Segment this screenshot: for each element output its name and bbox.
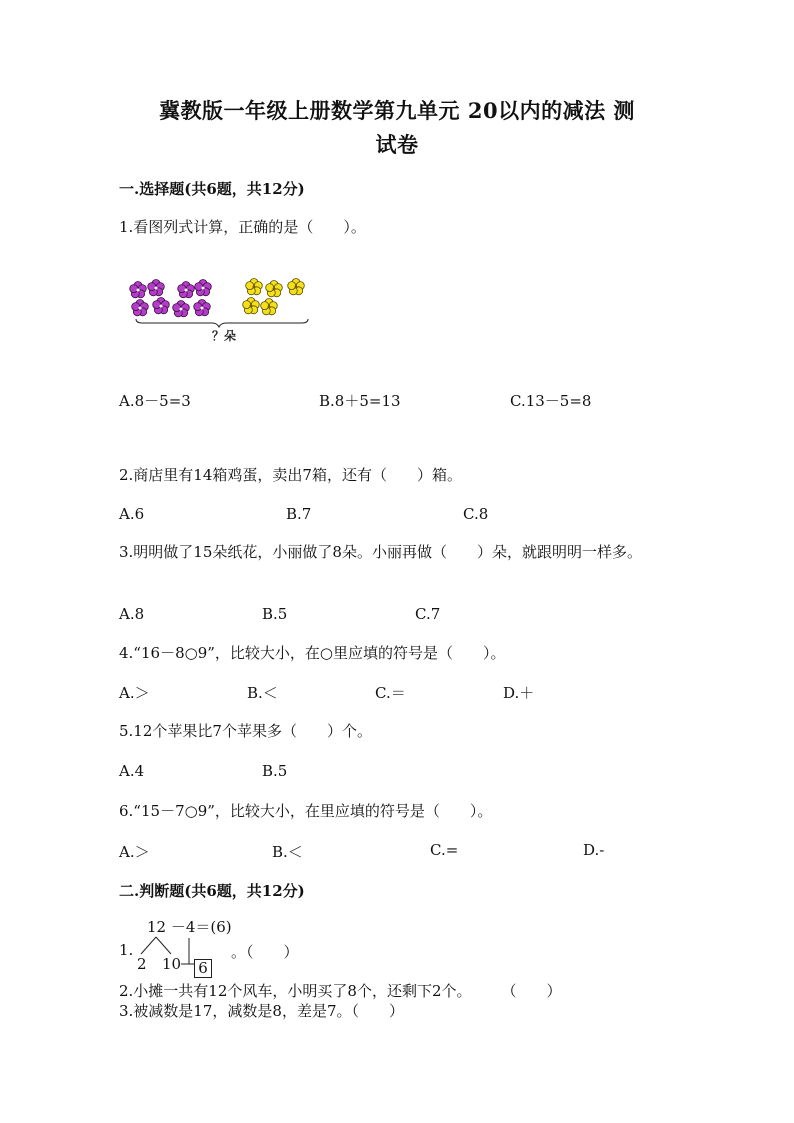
q1-option-b[interactable]: B.8＋5=13	[319, 392, 401, 410]
question-1: 1.看图列式计算，正确的是（ ）。	[119, 218, 366, 236]
judge-1-bracket: 。（ ）	[231, 943, 299, 961]
section-judge-heading: 二.判断题(共6题，共12分)	[119, 882, 305, 900]
q6-option-a[interactable]: A.＞	[119, 843, 150, 861]
page-title	[100, 94, 694, 162]
q4-option-d[interactable]: D.＋	[503, 684, 535, 702]
diagram-split-mid: 10	[162, 955, 182, 973]
q3-option-a[interactable]: A.8	[119, 605, 145, 623]
q2-option-a[interactable]: A.6	[119, 505, 145, 523]
q4-option-a[interactable]: A.＞	[119, 684, 150, 702]
question-5: 5.12个苹果比7个苹果多（ ）个。	[119, 722, 372, 740]
question-4: 4.“16－8○9”，比较大小，在○里应填的符号是（ ）。	[119, 644, 506, 662]
q6-option-b[interactable]: B.＜	[272, 843, 303, 861]
q5-option-a[interactable]: A.4	[119, 762, 145, 780]
title-line-1: 冀教版一年级上册数学第九单元 20以内的减法 测	[159, 98, 635, 123]
flowers-figure	[126, 272, 316, 344]
q5-option-b[interactable]: B.5	[262, 762, 288, 780]
flower-count-label: ？朵	[211, 329, 237, 343]
q3-option-c[interactable]: C.7	[415, 605, 441, 623]
diagram-split-left: 2	[137, 955, 147, 973]
question-6: 6.“15－7○9”，比较大小，在里应填的符号是（ ）。	[119, 802, 493, 820]
q6-option-d[interactable]: D.-	[583, 841, 605, 859]
diagram-equation: 12 －4＝(6)	[147, 918, 232, 936]
judge-1-diagram	[119, 916, 329, 980]
diagram-lines	[119, 916, 239, 980]
purple-flowers	[130, 280, 212, 317]
q3-option-b[interactable]: B.5	[262, 605, 288, 623]
q6-option-c[interactable]: C.=	[430, 841, 459, 859]
question-3: 3.明明做了15朵纸花，小丽做了8朵。小丽再做（ ）朵，就跟明明一样多。	[119, 543, 642, 561]
q1-option-c[interactable]: C.13－5=8	[510, 392, 592, 410]
judge-2: 2.小摊一共有12个风车，小明买了8个，还剩下2个。 （ ）	[119, 982, 562, 1000]
section-choice-heading: 一.选择题(共6题，共12分)	[119, 180, 305, 198]
diagram-answer-box: 6	[194, 959, 212, 978]
q2-option-b[interactable]: B.7	[286, 505, 312, 523]
question-2: 2.商店里有14箱鸡蛋，卖出7箱，还有（ ）箱。	[119, 466, 462, 484]
yellow-flowers	[243, 279, 305, 315]
q1-option-a[interactable]: A.8－5=3	[119, 392, 191, 410]
q4-option-c[interactable]: C.＝	[375, 684, 406, 702]
q2-option-c[interactable]: C.8	[463, 505, 489, 523]
brace	[136, 319, 308, 327]
judge-3: 3.被减数是17，减数是8，差是7。（ ）	[119, 1002, 404, 1020]
title-line-2: 试卷	[375, 132, 419, 157]
judge-1-number: 1.	[119, 941, 134, 959]
q4-option-b[interactable]: B.＜	[247, 684, 278, 702]
